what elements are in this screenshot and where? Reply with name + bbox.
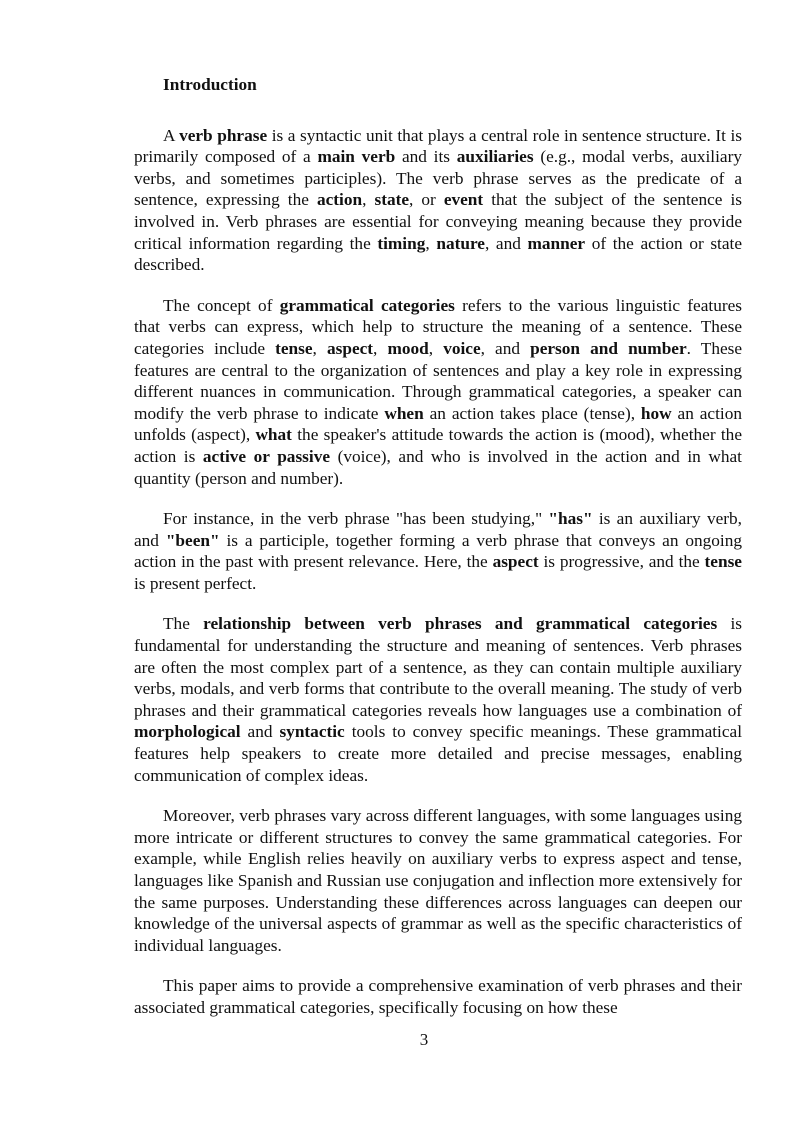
bold-term: "been" (165, 530, 220, 550)
bold-term: timing (377, 233, 426, 253)
bold-term: relationship between verb phrases and grammatical categories (203, 614, 718, 634)
paragraph-2: The concept of grammatical categories refers to the various linguistic features that verbs can express, which help to structure the meaning of a sentence. These categories include tense, aspect, mood, voice, and person and number. These features are central to the organization of sentences and play a key role in expressing different nuances in communication. Through grammatical categories, a speaker can modify the verb phrase to indicate when an action takes place (tense), how an action unfolds (aspect), what the speaker's attitude towards the action is (mood), whether the action is active or passive (voice), and who is involved in the action and in what quantity (person and number). (134, 295, 743, 488)
paragraph-4: The relationship between verb phrases and grammatical categories is fundamental for understanding the structure and meaning of sentences. Verb phrases are often the most complex part of a sentence, as they can contain multiple auxiliary verbs, modals, and verb forms that contribute to the overall meaning. The study of verb phrases and their grammatical categories reveals how languages use a combination of morphological and syntactic tools to convey specific meanings. These grammatical features help speakers to create more detailed and precise messages, enabling communication of complex ideas. (134, 614, 743, 785)
bold-term: voice (443, 338, 481, 358)
bold-term: main verb (317, 147, 396, 167)
bold-term: "has" (548, 509, 593, 529)
bold-term: morphological (134, 722, 241, 742)
paragraph-5: Moreover, verb phrases vary across different languages, with some languages using more intricate or different structures to convey the same grammatical categories. For example, while English relies heavily on auxiliary verbs to express aspect and tense, languages like Spanish and Russian use conjugation and inflection more extensively for the same purposes. Understanding these differences across languages can deepen our knowledge of the universal aspects of grammar as well as the specific characteristics of individual languages. (134, 806, 742, 955)
body-text (134, 125, 742, 1019)
bold-term: mood (387, 338, 429, 358)
bold-term: verb phrase (179, 125, 268, 145)
paragraph-3: For instance, in the verb phrase "has been studying," "has" is an auxiliary verb, and "been" is a participle, together forming a verb phrase that conveys an ongoing action in the past with present relevance. Here, the aspect is progressive, and the tense is present perfect. (134, 509, 742, 593)
bold-term: tense (275, 338, 313, 358)
section-heading: Introduction (163, 75, 257, 94)
page-content (134, 74, 742, 1019)
bold-term: event (443, 190, 484, 210)
paragraph-6: This paper aims to provide a comprehensive examination of verb phrases and their associated grammatical categories, specifically focusing on how these (134, 976, 742, 1017)
bold-term: aspect (492, 552, 539, 572)
bold-term: what (255, 425, 292, 445)
bold-term: person and number (530, 338, 687, 358)
bold-term: nature (436, 233, 485, 253)
bold-term: grammatical categories (279, 295, 455, 315)
bold-term: manner (527, 233, 586, 253)
bold-term: aspect (326, 338, 374, 358)
bold-term: when (384, 403, 424, 423)
bold-term: how (640, 403, 672, 423)
bold-term: active or passive (202, 446, 331, 466)
bold-term: syntactic (279, 722, 345, 742)
paragraph-1: A verb phrase is a syntactic unit that plays a central role in sentence structure. It is primarily composed of a main verb and its auxiliaries (e.g., modal verbs, auxiliary verbs, and sometimes participles). The verb phrase serves as the predicate of a sentence, expressing the action, state, or event that the subject of the sentence is involved in. Verb phrases are essential for conveying meaning because they provide critical information regarding the timing, nature, and manner of the action or state described. (134, 125, 743, 275)
bold-term: state (374, 190, 410, 210)
bold-term: auxiliaries (456, 147, 534, 167)
page-number: 3 (419, 1030, 429, 1049)
bold-term: tense (704, 552, 742, 572)
bold-term: action (316, 190, 363, 210)
